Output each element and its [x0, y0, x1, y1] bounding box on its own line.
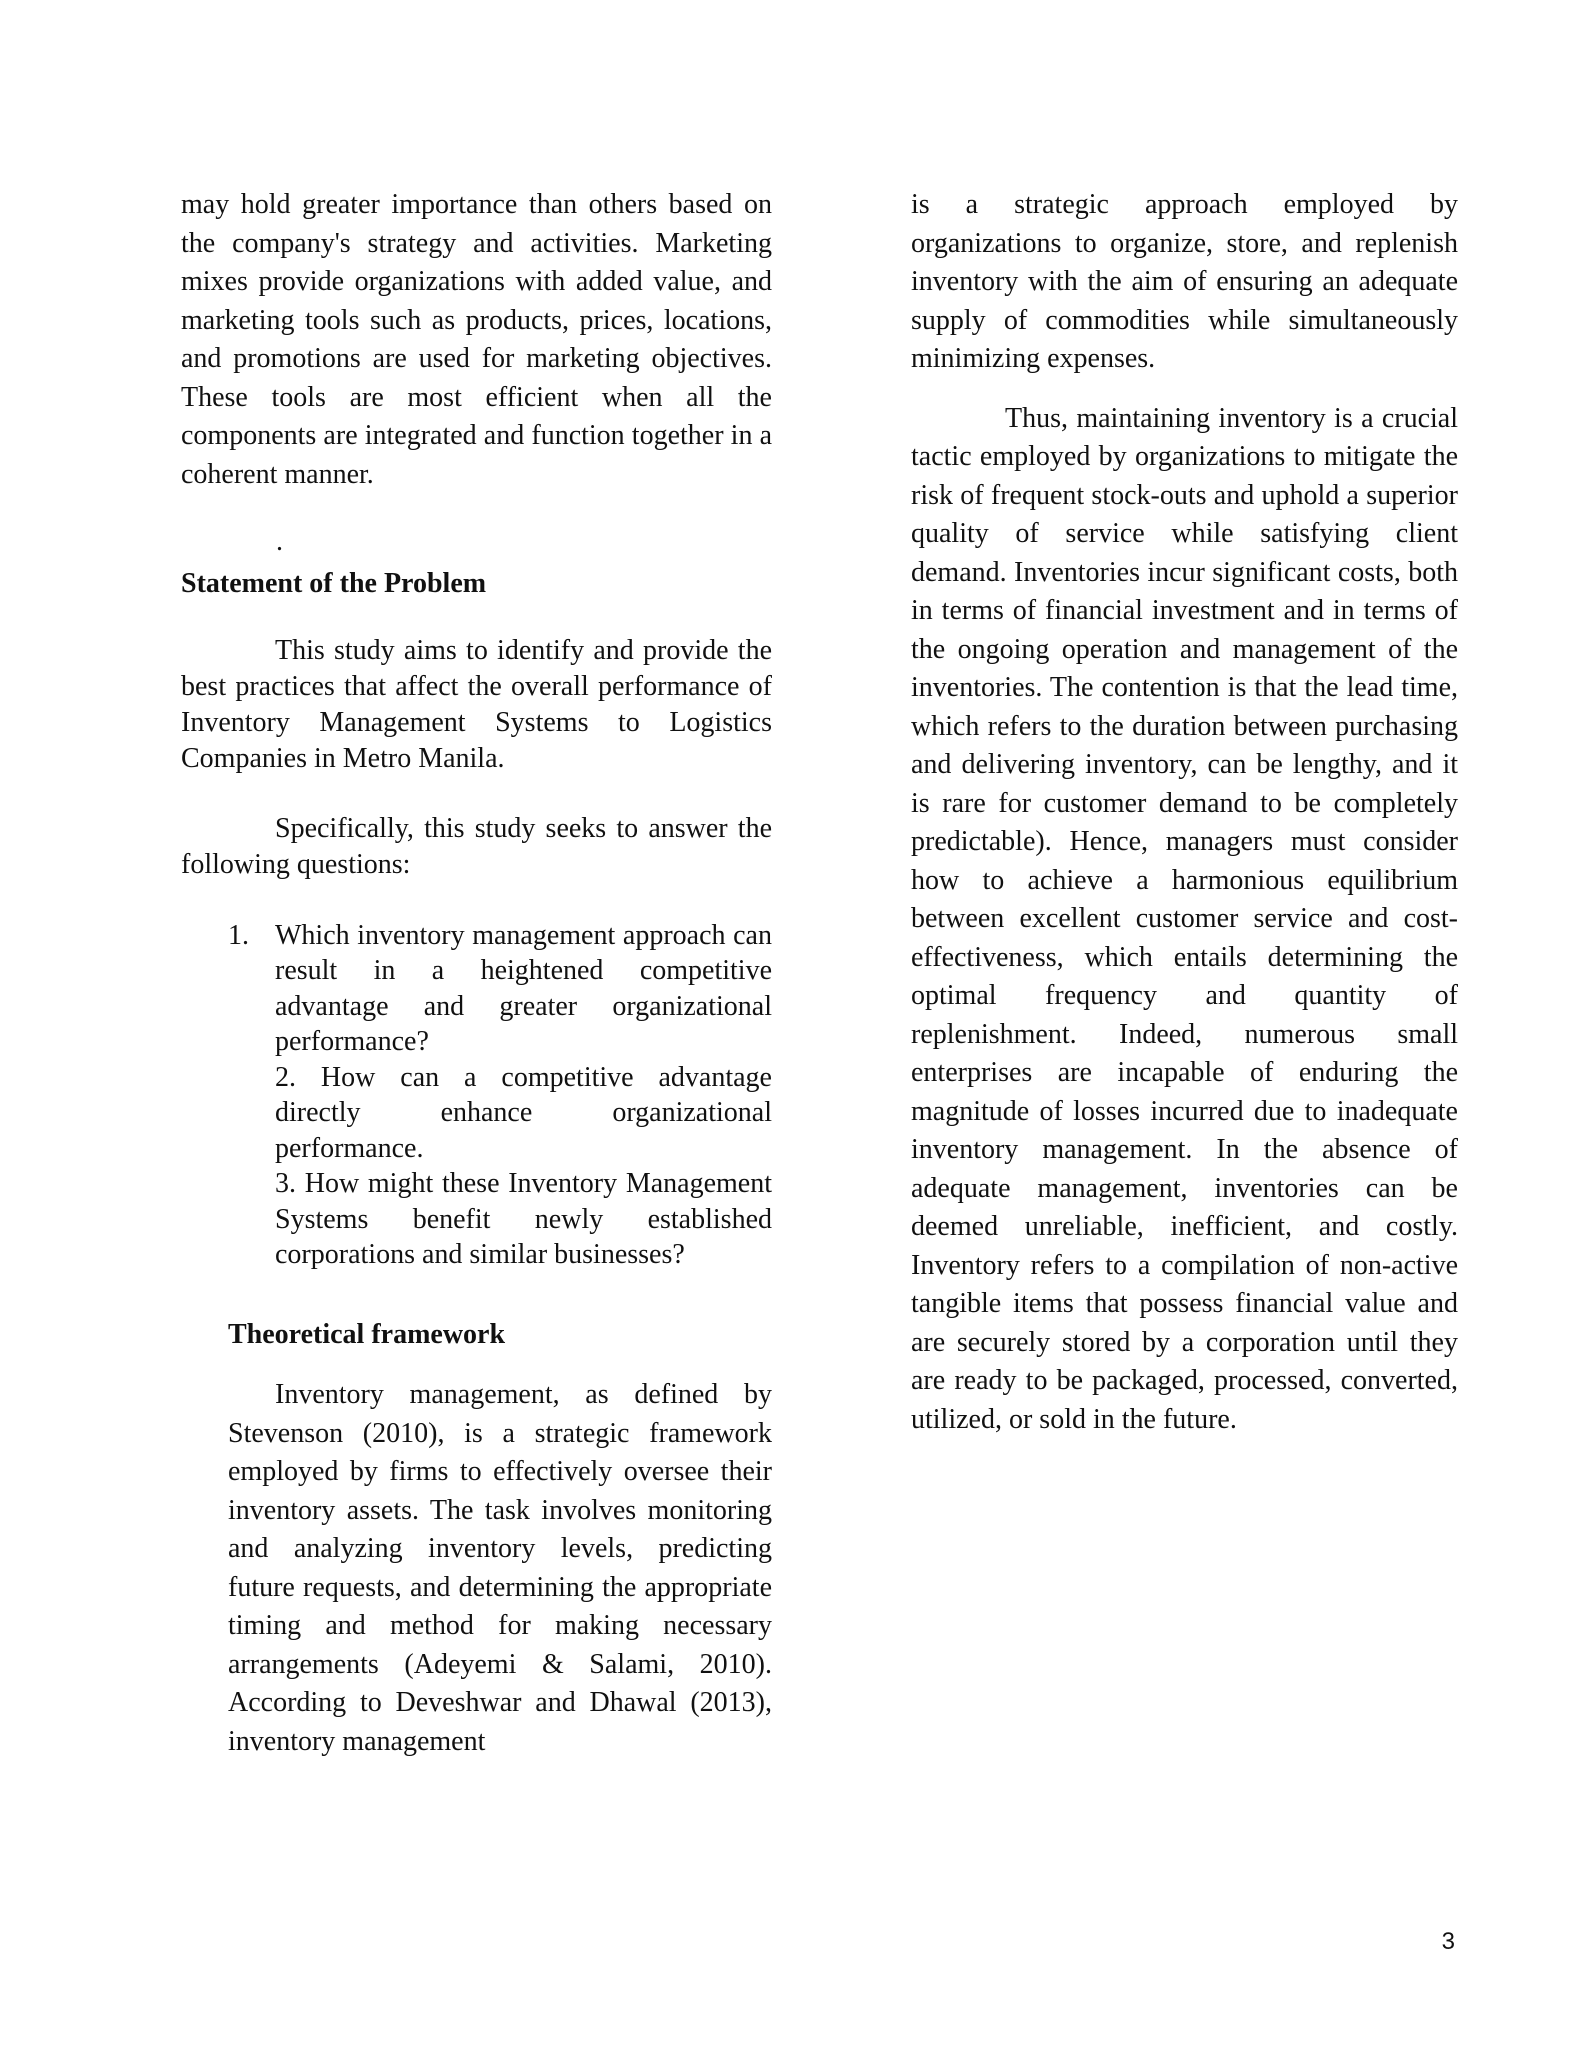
list-item-text: 2. How can a competitive advantage directly enhance organizational performance.: [275, 1061, 772, 1164]
continuation-paragraph: may hold greater importance than others based on the company's strategy and activities. Marketing mixes provide organizations with added value, and marketing tools such as products, prices, locations, and promotions are used for marketing objectives. These tools are most efficient when all the components are integrated and function together in a coherent manner.: [181, 189, 772, 490]
statement-of-problem-heading: Statement of the Problem: [181, 568, 487, 599]
list-item-number: 1.: [228, 919, 249, 951]
theoretical-framework-heading: Theoretical framework: [228, 1318, 506, 1350]
list-item-text: Which inventory management approach can result in a heightened competitive advantage and greater organizational performance?: [275, 919, 772, 1057]
statement-paragraph-1: This study aims to identify and provide the best practices that affect the overall performance of Inventory Management Systems to Logistics Companies in Metro Manila.: [181, 634, 772, 774]
left-column: [181, 186, 772, 1761]
right-column: [911, 186, 1458, 1439]
page-number: 3: [1441, 1928, 1455, 1955]
list-item: [275, 1060, 772, 1167]
list-item: [275, 1166, 772, 1273]
statement-paragraph-2: Specifically, this study seeks to answer the following questions:: [181, 812, 772, 880]
list-item: [228, 918, 772, 1060]
stray-dot: .: [276, 526, 283, 557]
theoretical-framework-paragraph: Inventory management, as defined by Stevenson (2010), is a strategic framework employed by firms to effectively oversee their inventory assets. The task involves monitoring and analyzing inventory levels, predicting future requests, and determining the appropriate timing and method for making necessary arrangements (Adeyemi & Salami, 2010). According to Deveshwar and Dhawal (2013), inventory management: [228, 1379, 772, 1757]
list-item-text: 3. How might these Inventory Management Systems benefit newly established corporations and similar businesses?: [275, 1168, 772, 1270]
research-questions-list: [181, 918, 772, 1273]
right-paragraph-2: Thus, maintaining inventory is a crucial tactic employed by organizations to mitigate the risk of frequent stock-outs and uphold a superior quality of service while satisfying client demand. Inventories incur significant costs, both in terms of financial investment and in terms of the ongoing operation and management of the inventories. The contention is that the lead time, which refers to the duration between purchasing and delivering inventory, can be lengthy, and it is rare for customer demand to be completely predictable). Hence, managers must consider how to achieve a harmonious equilibrium between excellent customer service and cost-effectiveness, which entails determining the optimal frequency and quantity of replenishment. Indeed, numerous small enterprises are incapable of enduring the magnitude of losses incurred due to inadequate inventory management. In the absence of adequate management, inventories can be deemed unreliable, inefficient, and costly. Inventory refers to a compilation of non-active tangible items that possess financial value and are securely stored by a corporation until they are ready to be packaged, processed, converted, utilized, or sold in the future.: [911, 402, 1458, 1435]
right-paragraph-1: is a strategic approach employed by organizations to organize, store, and replenish inventory with the aim of ensuring an adequate supply of commodities while simultaneously minimizing expenses.: [911, 189, 1458, 374]
